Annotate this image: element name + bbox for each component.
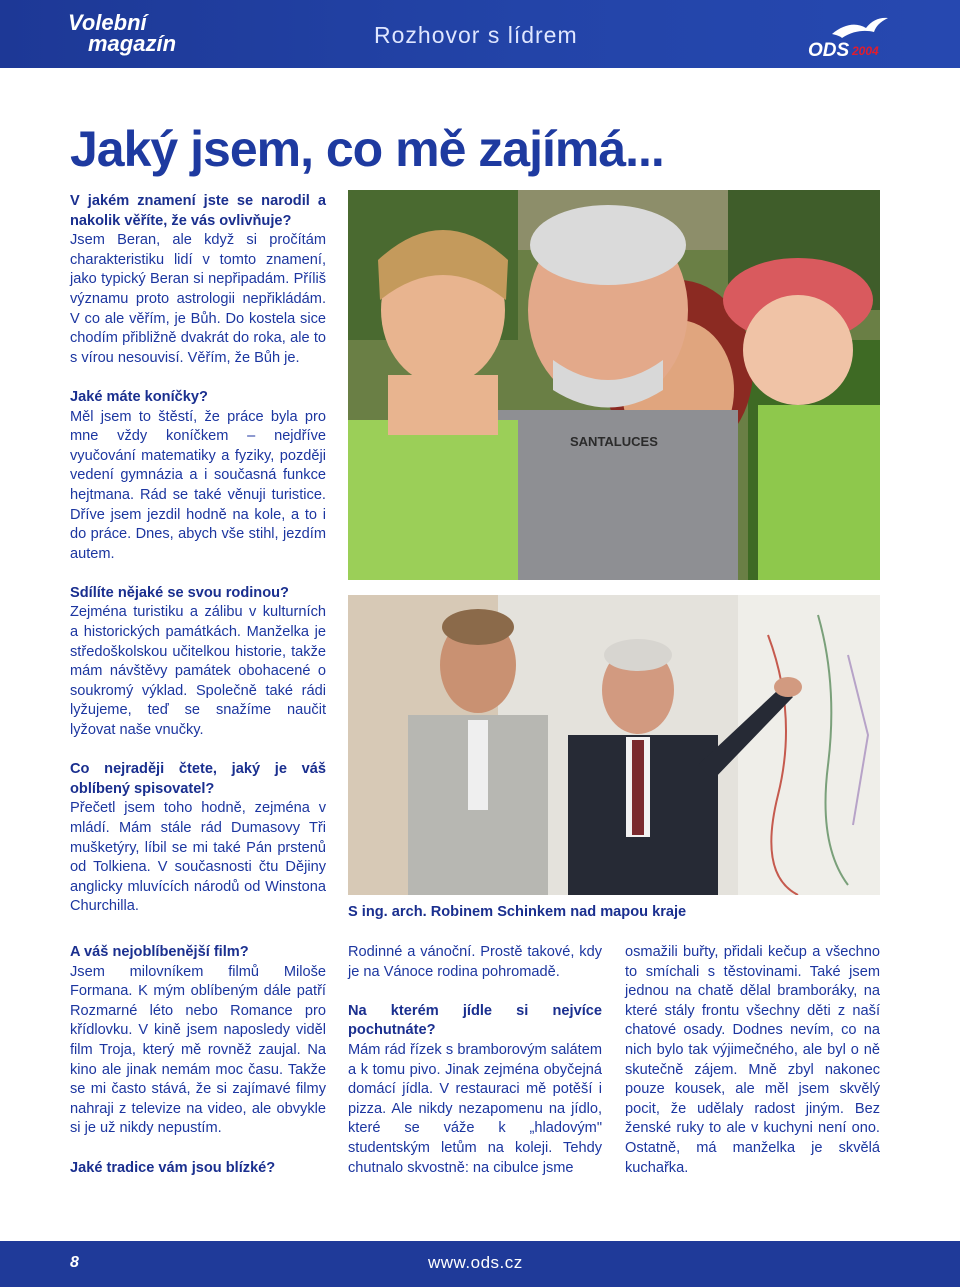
page-title: Jaký jsem, co mě zajímá... <box>70 121 664 177</box>
bird-icon <box>830 16 890 42</box>
interview-column-1-lower <box>70 943 326 1178</box>
question-zodiac: V jakém znamení jste se narodil a nakolik věříte, že vás ovlivňuje? <box>70 193 326 229</box>
family-photo-image <box>348 190 880 580</box>
question-food: Na kterém jídle si nejvíce pochutnáte? <box>348 1002 602 1039</box>
interview-column-3 <box>625 943 880 1178</box>
answer-hobbies: Měl jsem to štěstí, že práce byla pro mne vždy koníčkem – nejdříve vyučování matematiky a fyziky, později vedení gymnázia a i současná funkce hejtmana. Rád se také věnuji turistice. Dříve jsem jezdil hodně na kole, a to i do práce. Dnes, abych vše stihl, jezdím autem. <box>70 408 326 562</box>
interview-column-1 <box>70 192 326 917</box>
footer-bar <box>0 1241 960 1287</box>
shirt-print: SANTALUCES <box>570 434 658 449</box>
question-family: Sdílíte nějaké se svou rodinou? <box>70 584 289 601</box>
question-traditions: Jaké tradice vám jsou blízké? <box>70 1159 276 1176</box>
footer-url[interactable]: www.ods.cz <box>428 1253 523 1272</box>
answer-traditions: Rodinné a vánoční. Prostě takové, kdy je na Vánoce rodina pohromadě. <box>348 944 602 980</box>
page-number: 8 <box>70 1254 79 1271</box>
logo-year: 2004 <box>852 44 879 58</box>
answer-reading: Přečetl jsem toho hodně, zejména v mládí. Mám stále rád Dumasovy Tři mušketýry, líbil se mi také Pán prstenů od Tolkiena. V současnosti čtu Dějiny anglicky mluvících národů od Winstona Churchilla. <box>70 800 326 915</box>
answer-family: Zejména turistiku a zálibu v kulturních a historických památkách. Manželka je středoškolskou učitelkou historie, takže mám návštěvy památek obohacené o soukromý výklad. Společně také rádi lyžujeme, teď se snažíme naučit lyžovat naše vnučky. <box>70 604 326 739</box>
map-meeting-photo-image <box>348 595 880 895</box>
question-reading: Co nejraději čtete, jaký je váš oblíbený spisovatel? <box>70 761 326 797</box>
question-hobbies: Jaké máte koníčky? <box>70 388 208 405</box>
logo-text: ODS <box>808 40 850 61</box>
photo-caption: S ing. arch. Robinem Schinkem nad mapou kraje <box>348 904 687 920</box>
ods-logo <box>808 16 888 62</box>
section-title: Rozhovor s lídrem <box>374 22 578 48</box>
interview-column-2 <box>348 943 602 1178</box>
brand-line-1: Volební <box>68 10 147 35</box>
map-meeting-photo <box>348 595 880 895</box>
magazine-brand <box>68 12 176 54</box>
answer-zodiac: Jsem Beran, ale když si pročítám charakteristiku lidí v tomto znamení, jako typický Beran si nepřipadám. Příliš významu proto astrologii nepřikládám. V co ale věřím, je Bůh. Do kostela sice chodím přibližně dvakrát do roka, ale to s vírou nesouvisí. Věřím, že Bůh je. <box>70 232 326 366</box>
answer-food: Mám rád řízek s bramborovým salátem a k tomu pivo. Jinak zejména obyčejná domácí jídla. V restauraci mě potěší i pizza. Ale nikdy nezapomenu na jídlo, které se váže k „hladovým" studentským letům na koleji. Tehdy chutnalo skvostně: na cibulce jsme <box>348 1041 602 1176</box>
family-photo <box>348 190 880 580</box>
brand-line-2: magazín <box>88 31 177 56</box>
answer-food-continued: osmažili buřty, přidali kečup a všechno to smíchali s těstovinami. Také jsem jednou na chatě dělal bramboráky, na které stály frontu všechny děti z naší chatové osady. Dodnes nevím, co na nich bylo tak výjimečného, ale byl o ně skutečně zájem. Mně zbyl nakonec pouze kousek, ale měl jsem skvělý pocit, že udělaly radost jiným. Bez ženské ruky to ale v kuchyni není ono. Ostatně, má manželka je skvělá kuchařka. <box>625 944 880 1176</box>
answer-film: Jsem milovníkem filmů Miloše Formana. K mým oblíbeným dále patří Rozmarné léto nebo Romance pro křídlovku. V kině jsem naposledy viděl film Troja, který mě rovněž zaujal. Na kino ale jinak nemám moc času. Takže se mi často stává, že si zajímavé filmy nahraji z televize na video, ale obvykle si je už nikdy nepustím. <box>70 963 326 1137</box>
question-film: A váš nejoblíbenější film? <box>70 944 249 960</box>
header-bar <box>0 0 960 68</box>
